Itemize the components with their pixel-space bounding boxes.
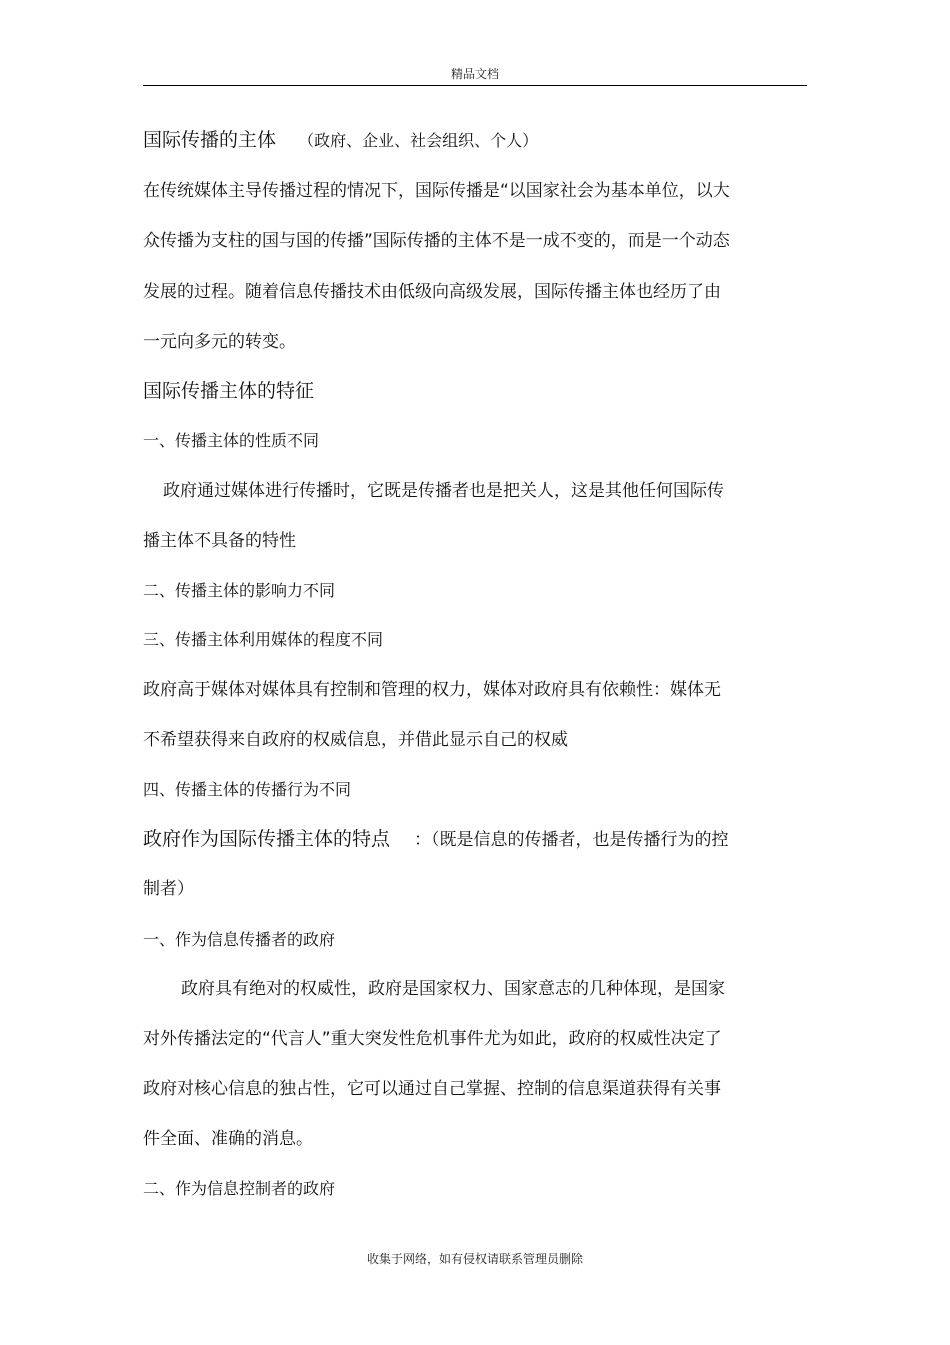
header-divider (143, 85, 807, 86)
paragraph-line: 一元向多元的转变。 (143, 332, 296, 352)
paragraph-line: 政府具有绝对的权威性，政府是国家权力、国家意志的几种体现，是国家 (181, 979, 725, 999)
list-item: 二、传播主体的影响力不同 (143, 581, 336, 600)
paragraph-line: 件全面、准确的消息。 (143, 1129, 313, 1149)
section-title-government (143, 828, 729, 851)
paragraph-line: 对外传播法定的“代言人”重大突发性危机事件尤为如此，政府的权威性决定了 (143, 1029, 722, 1049)
paragraph-line: 制者） (143, 879, 194, 899)
list-item: 四、传播主体的传播行为不同 (143, 780, 352, 799)
paragraph-line: 政府高于媒体对媒体具有控制和管理的权力，媒体对政府具有依赖性：媒体无 (143, 680, 721, 700)
section-title-note: ：（既是信息的传播者，也是传播行为的控 (414, 830, 729, 850)
section-title-subject (143, 129, 538, 152)
section-title-text: 政府作为国际传播主体的特点 (143, 828, 391, 850)
paragraph-line: 在传统媒体主导传播过程的情况下，国际传播是“以国家社会为基本单位，以大 (143, 181, 730, 201)
list-item: 三、传播主体利用媒体的程度不同 (143, 630, 384, 649)
paragraph-line: 政府对核心信息的独占性，它可以通过自己掌握、控制的信息渠道获得有关事 (143, 1079, 721, 1099)
paragraph-line: 不希望获得来自政府的权威信息，并借此显示自己的权威 (143, 730, 568, 750)
list-item: 一、传播主体的性质不同 (143, 431, 320, 450)
paragraph-line: 政府通过媒体进行传播时，它既是传播者也是把关人，这是其他任何国际传 (163, 481, 724, 501)
paragraph-line: 众传播为支柱的国与国的传播”国际传播的主体不是一成不变的，而是一个动态 (143, 231, 730, 251)
page-header: 精品文档 (450, 67, 499, 81)
paragraph-line: 播主体不具备的特性 (143, 531, 296, 551)
page-footer: 收集于网络，如有侵权请联系管理员删除 (366, 1252, 583, 1266)
paragraph-line: 发展的过程。随着信息传播技术由低级向高级发展，国际传播主体也经历了由 (143, 282, 721, 302)
section-title-features: 国际传播主体的特征 (143, 380, 315, 402)
list-item: 一、作为信息传播者的政府 (143, 930, 336, 949)
list-item: 二、作为信息控制者的政府 (143, 1179, 336, 1198)
section-title-note: （政府、企业、社会组织、个人） (298, 131, 539, 150)
section-title-text: 国际传播的主体 (143, 129, 277, 151)
